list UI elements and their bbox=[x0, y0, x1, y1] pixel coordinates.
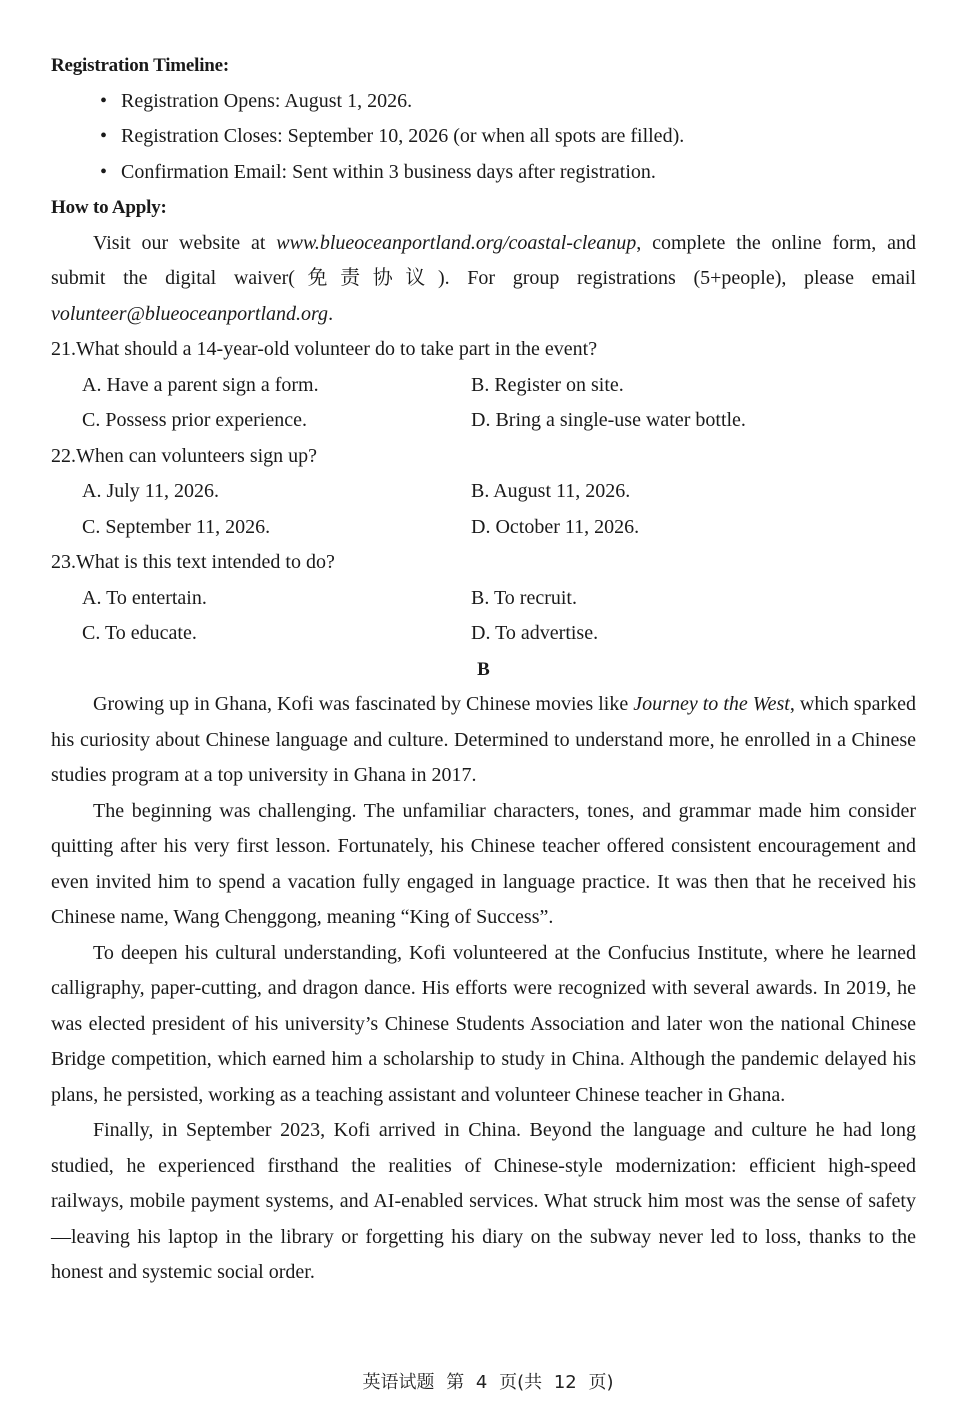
options-row bbox=[51, 510, 916, 546]
option-c[interactable]: C. To educate. bbox=[82, 622, 197, 644]
passage-paragraph-3: To deepen his cultural understanding, Kofi volunteered at the Confucius Institute, where he learned calligraphy, paper-cutting, and dragon dance. His efforts were recognized with several awards. In 2019, he was elected president of his university’s Chinese Students Association and later won the national Chinese Bridge competition, which earned him a scholarship to study in China. Although the pandemic delayed his plans, he persisted, working as a teaching assistant and volunteer Chinese teacher in Ghana. bbox=[51, 941, 916, 1106]
question-prompt: When can volunteers sign up? bbox=[76, 444, 318, 467]
question-prompt: What should a 14-year-old volunteer do to take part in the event? bbox=[76, 338, 598, 360]
passage-paragraph-1: Growing up in Ghana, Kofi was fascinated by Chinese movies like Journey to the West, which sparked his curiosity about Chinese language and culture. Determined to understand more, he enrolled in a Chinese studies program at a top university in Ghana in 2017. bbox=[51, 693, 916, 786]
website-link[interactable]: www.blueoceanportland.org/coastal-cleanup bbox=[276, 231, 637, 254]
passage-paragraph-4: Finally, in September 2023, Kofi arrived in China. Beyond the language and culture he had long studied, he experienced firsthand the realities of Chinese-style modernization: efficient high-speed railways, mobile payment systems, and AI-enabled services. What struck him most was the sense of safety—leaving his laptop in the library or forgetting his diary on the subway never led to loss, thanks to the honest and systemic social order. bbox=[51, 1119, 916, 1283]
section-b-label: B bbox=[477, 658, 490, 680]
option-c[interactable]: C. Possess prior experience. bbox=[82, 409, 307, 431]
option-a[interactable]: A. To entertain. bbox=[82, 586, 207, 609]
bullet-icon: • bbox=[100, 125, 108, 147]
options-row bbox=[51, 474, 916, 510]
list-item: • Registration Closes: September 10, 2026 (or when all spots are filled). bbox=[51, 119, 916, 155]
option-a[interactable]: A. Have a parent sign a form. bbox=[82, 373, 319, 396]
question-number: 21. bbox=[51, 338, 76, 360]
email-link[interactable]: volunteer@blueoceanportland.org bbox=[51, 302, 329, 325]
option-d[interactable]: D. October 11, 2026. bbox=[471, 515, 640, 538]
options-row bbox=[51, 616, 916, 652]
bullet-icon: • bbox=[100, 160, 108, 183]
option-d[interactable]: D. To advertise. bbox=[471, 622, 599, 644]
movie-title: Journey to the West bbox=[633, 693, 790, 715]
bullet-icon: • bbox=[100, 89, 108, 112]
page-footer: 英语试题 第 4 页(共 12 页) bbox=[362, 1372, 614, 1393]
registration-timeline-heading: Registration Timeline: bbox=[51, 55, 230, 76]
list-item: • Registration Opens: August 1, 2026. bbox=[51, 84, 916, 120]
question-number: 23. bbox=[51, 551, 76, 573]
passage-paragraph-2: The beginning was challenging. The unfamiliar characters, tones, and grammar made him consider quitting after his very first lesson. Fortunately, his Chinese teacher offered consistent encouragement and even invited him to spend a vacation fully engaged in language practice. It was then that he received his Chinese name, Wang Chenggong, meaning “King of Success”. bbox=[51, 799, 916, 928]
question-21 bbox=[51, 332, 916, 368]
option-d[interactable]: D. Bring a single-use water bottle. bbox=[471, 409, 746, 431]
how-to-apply-heading: How to Apply: bbox=[51, 197, 167, 218]
exam-page bbox=[51, 48, 916, 1291]
option-a[interactable]: A. July 11, 2026. bbox=[82, 480, 220, 502]
option-b[interactable]: B. To recruit. bbox=[471, 586, 577, 609]
list-item: • Confirmation Email: Sent within 3 business days after registration. bbox=[51, 155, 916, 191]
options-row bbox=[51, 403, 916, 439]
options-row bbox=[51, 581, 916, 617]
option-b[interactable]: B. August 11, 2026. bbox=[471, 480, 631, 502]
question-22 bbox=[51, 439, 916, 475]
apply-paragraph: Visit our website at www.blueoceanportland.org/coastal-cleanup, complete the online form, and submit the digital waiver(免责协议). For group registrations (5+people), please email volunteer@blueoceanportland.org. bbox=[51, 231, 916, 325]
option-b[interactable]: B. Register on site. bbox=[471, 373, 624, 396]
question-prompt: What is this text intended to do? bbox=[76, 551, 335, 573]
options-row bbox=[51, 368, 916, 404]
registration-timeline-list bbox=[51, 84, 916, 191]
question-number: 22. bbox=[51, 444, 76, 467]
option-c[interactable]: C. September 11, 2026. bbox=[82, 515, 271, 538]
question-23 bbox=[51, 545, 916, 581]
